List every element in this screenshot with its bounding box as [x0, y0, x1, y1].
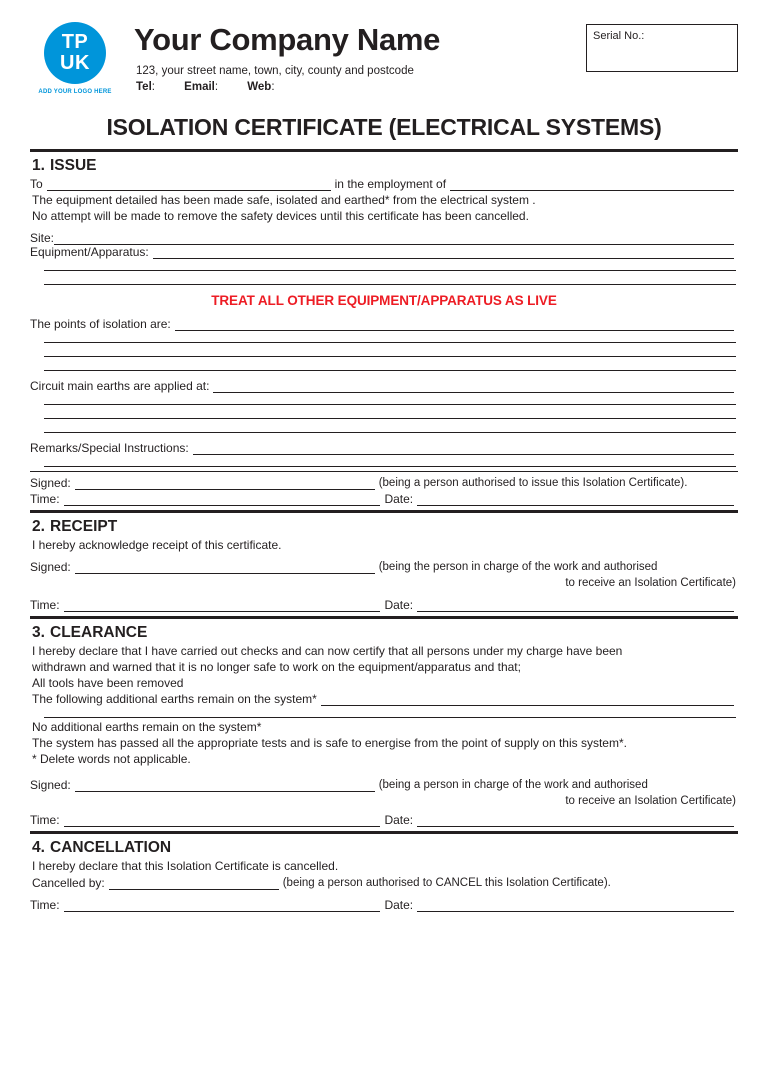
receipt-signed-row [30, 560, 738, 574]
issue-equipment-input-3[interactable] [44, 273, 736, 285]
clearance-time-label: Time: [30, 812, 60, 827]
clearance-signed-row [30, 778, 738, 792]
clearance-additional-earths-input-2[interactable] [44, 706, 736, 718]
cancellation-time-label: Time: [30, 897, 60, 912]
cancellation-paragraph-1: I hereby declare that this Isolation Certificate is cancelled. [32, 858, 339, 873]
issue-time-date-row [30, 492, 738, 506]
issue-employment-input[interactable] [450, 178, 734, 191]
cancellation-by-input[interactable] [109, 877, 279, 890]
issue-equipment-input-2[interactable] [44, 259, 736, 271]
issue-points-input-2[interactable] [44, 331, 736, 343]
issue-earths-row [30, 379, 738, 393]
section-heading-issue [32, 157, 738, 175]
issue-time-label: Time: [30, 492, 60, 506]
company-logo-icon [44, 22, 106, 84]
receipt-paragraph-1: I hereby acknowledge receipt of this certificate. [32, 538, 282, 552]
page-title: ISOLATION CERTIFICATE (ELECTRICAL SYSTEMS) [106, 114, 662, 140]
section-title-receipt: RECEIPT [50, 518, 118, 535]
divider-title [30, 149, 738, 152]
clearance-paragraph-3: All tools have been removed [32, 676, 184, 691]
divider-issue-signature [30, 471, 738, 472]
clearance-date-label: Date: [384, 812, 414, 827]
clearance-paragraph-6: The system has passed all the appropriate tests and is safe to energise from the point of supply on this system*. [32, 736, 627, 751]
issue-equipment-row [30, 245, 738, 259]
email-colon: : [214, 80, 219, 93]
issue-earths-input-3[interactable] [44, 407, 736, 419]
section-heading-cancellation [32, 839, 738, 857]
section-title-issue: ISSUE [50, 157, 97, 174]
section-number-clearance: 3. [32, 624, 45, 642]
clearance-signed-note-line-2: to receive an Isolation Certificate) [565, 795, 736, 808]
clearance-additional-earths-label: The following additional earths remain on the system* [32, 692, 317, 707]
clearance-time-input[interactable] [64, 814, 381, 827]
clearance-paragraph-7: * Delete words not applicable. [32, 752, 191, 767]
section-heading-receipt [32, 518, 738, 536]
issue-equipment-label: Equipment/Apparatus: [30, 245, 149, 259]
section-number-receipt: 2. [32, 518, 45, 535]
receipt-time-label: Time: [30, 598, 60, 613]
divider-receipt [30, 510, 738, 513]
clearance-signed-input[interactable] [75, 779, 375, 792]
issue-remarks-label: Remarks/Special Instructions: [30, 441, 189, 455]
issue-site-row [30, 231, 738, 245]
issue-points-row [30, 317, 738, 331]
issue-remarks-input[interactable] [193, 442, 734, 455]
logo-caption: ADD YOUR LOGO HERE [38, 89, 112, 95]
company-name: Your Company Name [134, 22, 441, 57]
clearance-additional-earths-row [32, 692, 738, 706]
issue-earths-input[interactable] [213, 380, 734, 393]
issue-earths-input-2[interactable] [44, 393, 736, 405]
issue-paragraph-1: The equipment detailed has been made safe, isolated and earthed* from the electrical system . [32, 193, 536, 207]
clearance-time-date-row [30, 813, 738, 827]
email-label: Email [184, 80, 215, 93]
cancellation-by-note: (being a person authorised to CANCEL this Isolation Certificate). [282, 876, 611, 889]
issue-equipment-input[interactable] [153, 246, 734, 259]
live-equipment-warning: TREAT ALL OTHER EQUIPMENT/APPARATUS AS LIVE [211, 293, 557, 308]
serial-number-box[interactable] [586, 24, 738, 72]
clearance-signed-label: Signed: [30, 778, 71, 793]
issue-employment-label: in the employment of [334, 177, 447, 191]
issue-earths-input-4[interactable] [44, 421, 736, 433]
section-number-issue: 1. [32, 157, 45, 174]
logo-line-2: UK [60, 52, 90, 74]
issue-signed-label: Signed: [30, 476, 71, 490]
receipt-signed-note-line-1: (being the person in charge of the work and authorised [378, 561, 658, 573]
issue-to-input[interactable] [47, 178, 331, 191]
issue-points-input-4[interactable] [44, 359, 736, 371]
receipt-signed-label: Signed: [30, 560, 71, 574]
receipt-time-input[interactable] [64, 599, 381, 612]
issue-paragraph-2: No attempt will be made to remove the safety devices until this certificate has been cancelled. [32, 209, 529, 223]
receipt-signed-input[interactable] [75, 561, 375, 574]
receipt-time-date-row [30, 598, 738, 612]
receipt-signed-note-line-2: to receive an Isolation Certificate) [565, 577, 736, 589]
divider-clearance [30, 616, 738, 619]
cancellation-time-date-row [30, 898, 738, 912]
cancellation-time-input[interactable] [64, 899, 381, 912]
web-label: Web [247, 80, 272, 93]
cancellation-date-label: Date: [384, 897, 414, 912]
receipt-date-label: Date: [384, 598, 414, 613]
issue-signed-row [30, 476, 738, 490]
issue-date-input[interactable] [417, 493, 734, 506]
clearance-paragraph-2: withdrawn and warned that it is no longer safe to work on the equipment/apparatus and that; [32, 660, 521, 675]
tel-colon: : [151, 80, 155, 93]
section-title-cancellation: CANCELLATION [50, 838, 172, 856]
issue-time-input[interactable] [64, 493, 381, 506]
issue-to-label: To [30, 177, 43, 191]
clearance-signed-note-line-1: (being a person in charge of the work and authorised [378, 779, 648, 792]
web-colon: : [271, 80, 275, 93]
cancellation-by-label: Cancelled by: [32, 875, 105, 890]
issue-points-input-3[interactable] [44, 345, 736, 357]
issue-earths-label: Circuit main earths are applied at: [30, 379, 210, 393]
clearance-paragraph-5: No additional earths remain on the system* [32, 720, 262, 735]
logo-line-1: TP [61, 31, 89, 53]
section-heading-clearance [32, 624, 738, 642]
clearance-paragraph-1: I hereby declare that I have carried out checks and can now certify that all persons under my charge have been [32, 644, 623, 659]
company-address: 123, your street name, town, city, county and postcode [136, 64, 414, 77]
clearance-date-input[interactable] [417, 814, 734, 827]
issue-remarks-row [30, 441, 738, 455]
company-contacts [136, 81, 738, 93]
issue-site-input[interactable] [54, 232, 734, 245]
section-number-cancellation: 4. [32, 838, 45, 856]
issue-to-row [30, 177, 738, 191]
issue-signed-note: (being a person authorised to issue this Isolation Certificate). [378, 477, 688, 489]
issue-points-input[interactable] [175, 318, 734, 331]
issue-remarks-input-2[interactable] [44, 455, 736, 467]
tel-label: Tel [136, 80, 152, 93]
logo-block [30, 18, 120, 95]
divider-cancellation [30, 831, 738, 834]
issue-site-label: Site: [30, 231, 55, 245]
serial-number-label: Serial No.: [593, 30, 645, 42]
issue-points-label: The points of isolation are: [30, 317, 171, 331]
issue-signed-input[interactable] [75, 477, 375, 490]
cancellation-by-row [32, 876, 738, 890]
cancellation-date-input[interactable] [417, 899, 734, 912]
clearance-additional-earths-input[interactable] [321, 693, 734, 706]
issue-date-label: Date: [384, 492, 414, 506]
section-title-clearance: CLEARANCE [50, 624, 148, 642]
document-header [30, 18, 738, 110]
receipt-date-input[interactable] [417, 599, 734, 612]
